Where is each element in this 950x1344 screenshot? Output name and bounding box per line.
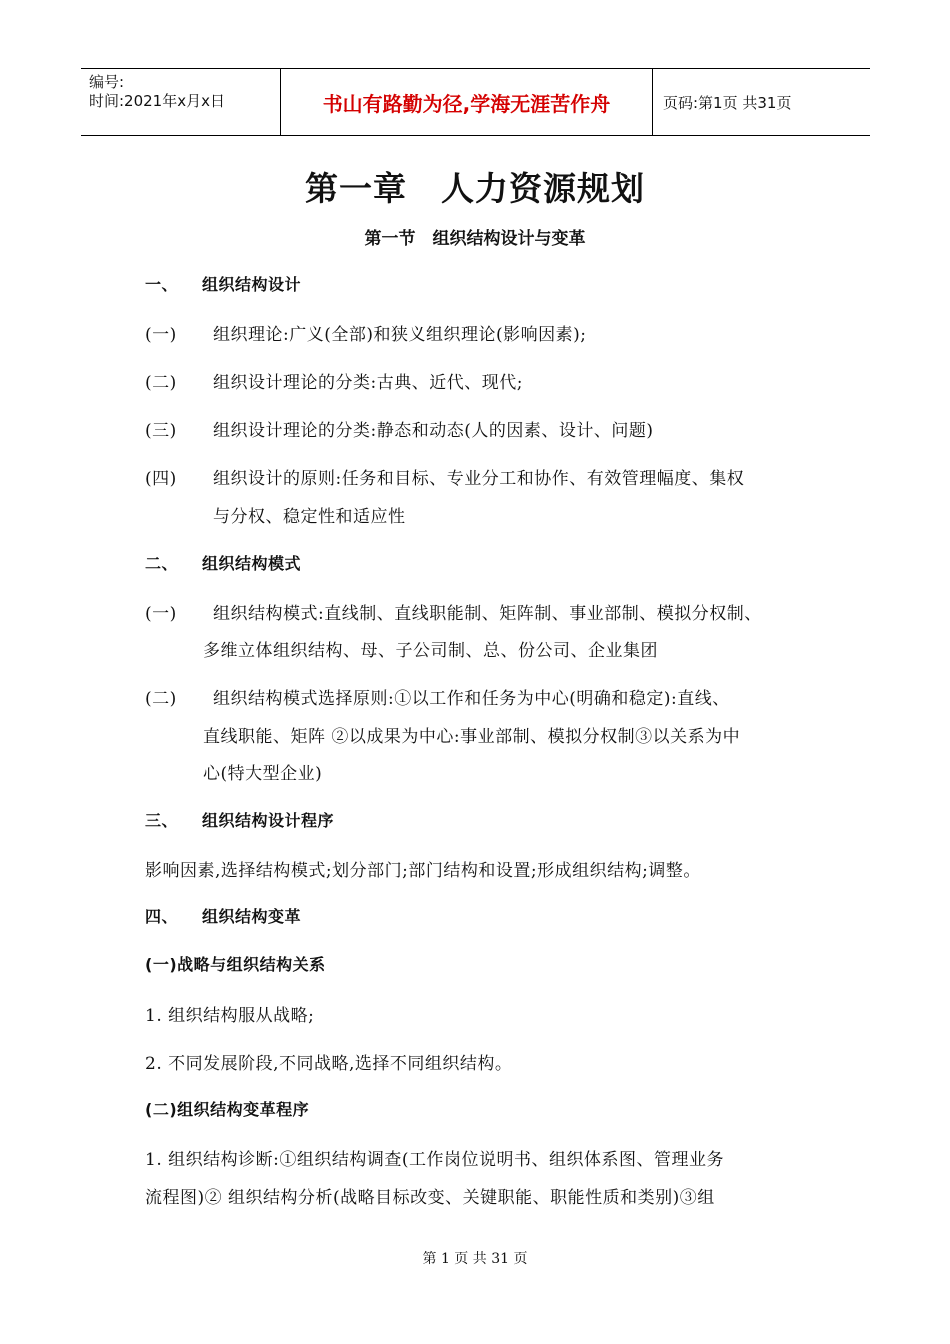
header-page-info: 页码:第1页 共31页 xyxy=(663,93,792,112)
s2-item-1-cont: 多维立体组织结构、母、子公司制、总、份公司、企业集团 xyxy=(203,641,658,661)
heading-s2 xyxy=(145,551,301,574)
s4-sub1-item-1: 1. 组织结构服从战略; xyxy=(145,1006,315,1026)
heading-s3-num: 三、 xyxy=(145,811,179,830)
section-title: 第一节 组织结构设计与变革 xyxy=(364,229,586,249)
heading-s1-text: 组织结构设计 xyxy=(202,275,302,294)
heading-s2-num: 二、 xyxy=(145,554,179,573)
s1-item-2 xyxy=(145,368,523,393)
s3-body: 影响因素,选择结构模式;划分部门;部门结构和设置;形成组织结构;调整。 xyxy=(145,861,701,881)
s4-sub1-heading: (一)战略与组织结构关系 xyxy=(145,955,326,974)
heading-s4 xyxy=(145,904,301,927)
heading-s3 xyxy=(145,808,334,831)
s2-item-1 xyxy=(145,599,762,624)
s1-item-2-label: (二) xyxy=(145,373,177,393)
chapter-title: 第一章 人力资源规划 xyxy=(305,169,645,208)
s1-item-2-text: 组织设计理论的分类:古典、近代、现代; xyxy=(213,373,523,393)
s2-item-2-cont-1: 直线职能、矩阵 ②以成果为中心:事业部制、模拟分权制③以关系为中 xyxy=(203,727,741,747)
s1-item-4-text: 组织设计的原则:任务和目标、专业分工和协作、有效管理幅度、集权 xyxy=(213,469,745,489)
s2-item-1-label: (一) xyxy=(145,604,177,624)
s1-item-3-text: 组织设计理论的分类:静态和动态(人的因素、设计、问题) xyxy=(213,421,654,441)
heading-s3-text: 组织结构设计程序 xyxy=(202,811,335,830)
heading-s4-text: 组织结构变革 xyxy=(202,907,302,926)
header-number: 编号: xyxy=(89,73,125,91)
heading-s2-text: 组织结构模式 xyxy=(202,554,302,573)
s4-sub2-line-1: 1. 组织结构诊断:①组织结构调查(工作岗位说明书、组织体系图、管理业务 xyxy=(145,1150,724,1170)
header-meta xyxy=(81,69,281,135)
header-motto: 书山有路勤为径,学海无涯苦作舟 xyxy=(281,69,653,135)
s1-item-3-label: (三) xyxy=(145,421,177,441)
s1-item-3 xyxy=(145,416,654,441)
s2-item-2-label: (二) xyxy=(145,689,177,709)
s1-item-1 xyxy=(145,320,586,345)
s1-item-4 xyxy=(145,464,744,489)
s2-item-1-text: 组织结构模式:直线制、直线职能制、矩阵制、事业部制、模拟分权制、 xyxy=(213,604,762,624)
s2-item-2 xyxy=(145,684,730,709)
heading-s1 xyxy=(145,272,301,295)
s2-item-2-text: 组织结构模式选择原则:①以工作和任务为中心(明确和稳定):直线、 xyxy=(213,689,730,709)
heading-s1-num: 一、 xyxy=(145,275,179,294)
heading-s4-num: 四、 xyxy=(145,907,179,926)
s1-item-4-label: (四) xyxy=(145,469,177,489)
s1-item-1-text: 组织理论:广义(全部)和狭义组织理论(影响因素); xyxy=(213,325,587,345)
s1-item-1-label: (一) xyxy=(145,325,177,345)
s2-item-2-cont-2: 心(特大型企业) xyxy=(203,764,323,784)
page-header xyxy=(81,68,870,136)
s1-item-4-cont: 与分权、稳定性和适应性 xyxy=(213,507,406,527)
s4-sub1-item-2: 2. 不同发展阶段,不同战略,选择不同组织结构。 xyxy=(145,1054,513,1074)
s4-sub2-heading: (二)组织结构变革程序 xyxy=(145,1100,310,1119)
s4-sub2-line-2: 流程图)② 组织结构分析(战略目标改变、关键职能、职能性质和类别)③组 xyxy=(145,1188,715,1208)
header-time: 时间:2021年x月x日 xyxy=(89,92,225,110)
page-footer: 第 1 页 共 31 页 xyxy=(422,1251,528,1267)
